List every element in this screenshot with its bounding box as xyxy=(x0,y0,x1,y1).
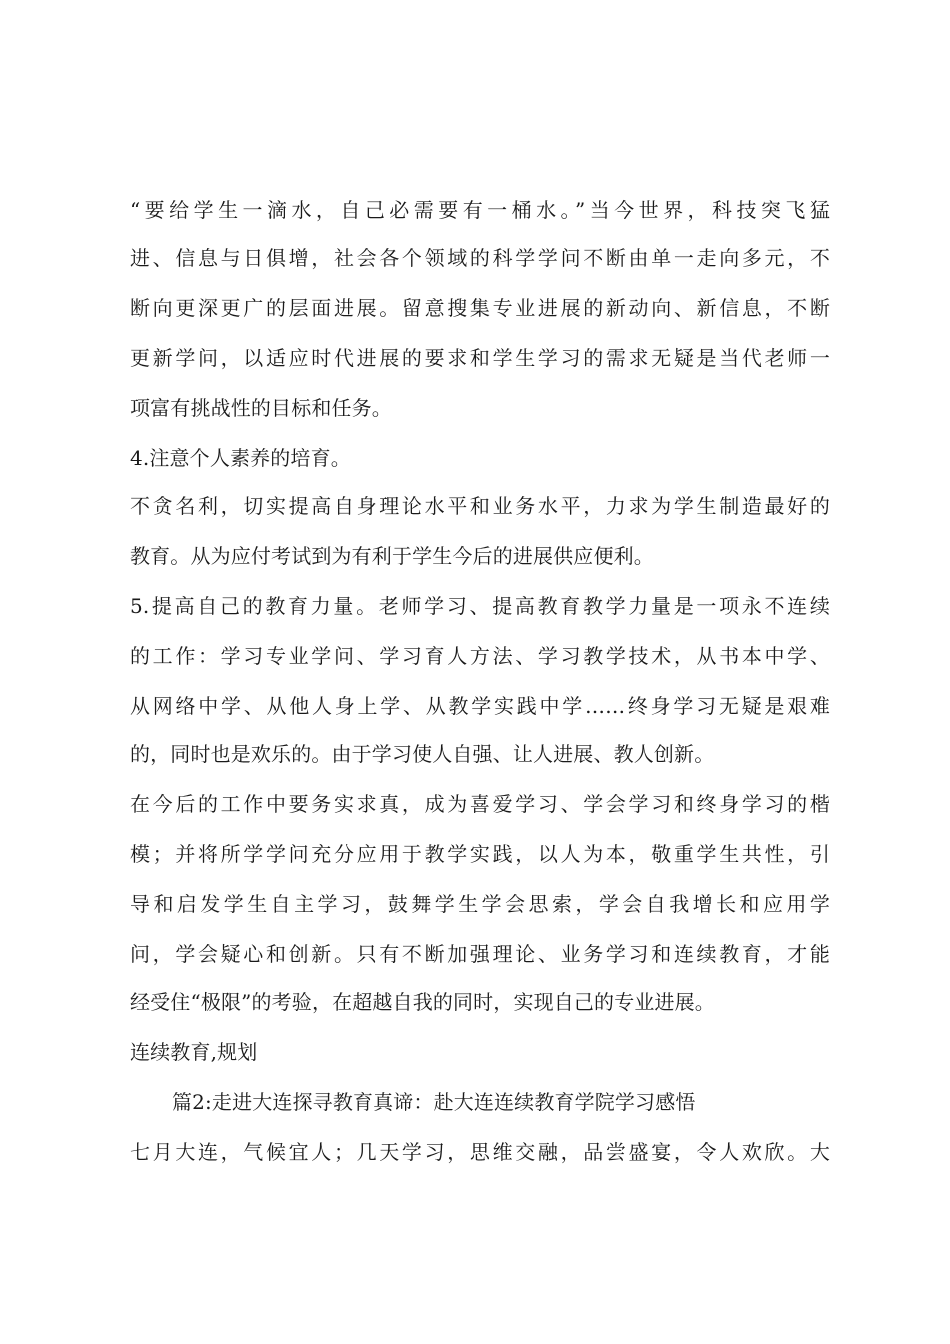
text-line-2: 进、信息与日俱增，社会各个领域的科学学问不断由单一走向多元，不 xyxy=(130,246,830,270)
text-line-17: 经受住“极限”的考验，在超越自我的同时，实现自己的专业进展。 xyxy=(130,990,715,1014)
text-line-13: 在今后的工作中要务实求真，成为喜爱学习、学会学习和终身学习的楷 xyxy=(130,792,830,816)
text-line-7: 不贪名利，切实提高自身理论水平和业务水平，力求为学生制造最好的 xyxy=(130,494,830,518)
text-line-5: 项富有挑战性的目标和任务。 xyxy=(130,396,392,420)
text-line-15: 导和启发学生自主学习，鼓舞学生学会思索，学会自我增长和应用学 xyxy=(130,892,830,916)
text-line-11: 从网络中学、从他人身上学、从教学实践中学……终身学习无疑是艰难 xyxy=(130,694,830,718)
text-line-14: 模；并将所学学问充分应用于教学实践，以人为本，敬重学生共性，引 xyxy=(130,842,830,866)
article-title: 篇2:走进大连探寻教育真谛：赴大连连续教育学院学习感悟 xyxy=(172,1090,696,1114)
section-heading-4: 4.注意个人素养的培育。 xyxy=(130,446,351,470)
text-line-12: 的，同时也是欢乐的。由于学习使人自强、让人进展、教人创新。 xyxy=(130,742,715,766)
text-line-16: 问，学会疑心和创新。只有不断加强理论、业务学习和连续教育，才能 xyxy=(130,942,830,966)
text-line-10: 的工作：学习专业学问、学习育人方法、学习教学技术，从书本中学、 xyxy=(130,644,830,668)
section-heading-5: 5.提高自己的教育力量。老师学习、提高教育教学力量是一项永不连续 xyxy=(130,594,830,618)
text-line-4: 更新学问，以适应时代进展的要求和学生学习的需求无疑是当代老师一 xyxy=(130,346,830,370)
text-line-20: 七月大连，气候宜人；几天学习，思维交融，品尝盛宴，令人欢欣。大 xyxy=(130,1140,830,1164)
text-line-1: “要给学生一滴水，自己必需要有一桶水。”当今世界，科技突飞猛 xyxy=(130,198,830,222)
keywords-line: 连续教育,规划 xyxy=(130,1040,258,1064)
text-line-8: 教育。从为应付考试到为有利于学生今后的进展供应便利。 xyxy=(130,544,654,568)
text-line-3: 断向更深更广的层面进展。留意搜集专业进展的新动向、新信息，不断 xyxy=(130,296,830,320)
